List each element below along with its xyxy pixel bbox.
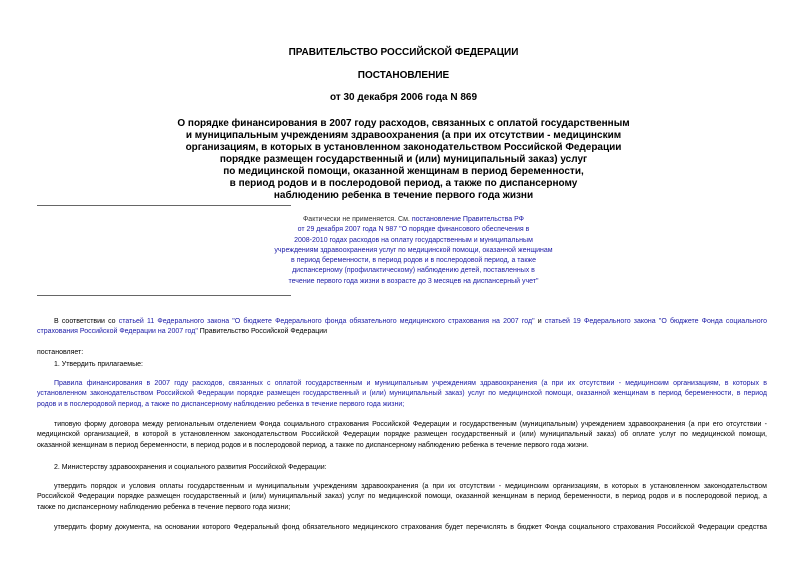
- paragraph-line: медицинской организацией, в которой в установленном законодательством Российской Федерации порядке размещен государственный и (или) муниципальный заказ) об оплате услуг по медицинской помощи,: [37, 431, 767, 439]
- document-title: [100, 118, 707, 202]
- note-link-line[interactable]: от 29 декабря 2007 года N 987 "О порядке финансового обеспечения в: [297, 226, 530, 234]
- paragraph-line: Российской Федерации порядке размещен государственный и (или) муниципальный заказ) услуг по медицинской помощи, оказанной женщинам в период беременности, в период родов и в послеродовой период, а: [37, 493, 767, 501]
- note-link-line[interactable]: учреждениям здравоохранения услуг по медицинской помощи, оказанной женщинам: [274, 246, 553, 254]
- resolves-label: постановляет:: [37, 349, 84, 356]
- divider-top: [37, 205, 291, 206]
- note-link-line[interactable]: течение первого года жизни в возрасте до 3 месяцев на диспансерный учет": [288, 277, 539, 285]
- law-ffoms-link[interactable]: статьей 11 Федерального закона "О бюджете Федерального фонда обязательного медицинского страхования на 2007 год": [118, 318, 535, 325]
- note-decree-link[interactable]: постановление Правительства РФ: [411, 216, 524, 223]
- title-line: порядке размещен государственный и (или) муниципальный заказ) услуг: [219, 154, 588, 165]
- law-fss-link-cont[interactable]: страхования Российской Федерации на 2007 год": [37, 328, 198, 336]
- paragraph-line: оказанной женщинам в период беременности, в период родов и в послеродовой период, а также по диспансерному наблюдению ребенка в течение первого года жизни.: [37, 441, 589, 449]
- item-1-heading: 1. Утвердить прилагаемые:: [54, 361, 143, 368]
- paragraph-line: утвердить форму документа, на основании которого Федеральный фонд обязательного медицинского страхования будет перечислять в бюджет Фонда социального страхования Российской Федерации средства: [54, 524, 767, 531]
- note-link-line[interactable]: диспансерному (профилактическому) наблюдению детей, поставленных в: [292, 267, 535, 275]
- title-line: О порядке финансирования в 2007 году расходов, связанных с оплатой государственным: [177, 118, 630, 129]
- intro-text: и: [534, 318, 545, 325]
- approve-form-paragraph: [37, 523, 767, 533]
- title-line: и муниципальным учреждениям здравоохранения (а при их отсутствии - медицинским: [185, 130, 622, 141]
- note-link-line[interactable]: 2008-2010 годах расходов на оплату государственным и муниципальным: [294, 236, 533, 244]
- intro-paragraph: [37, 317, 767, 338]
- note-link-line[interactable]: в период беременности, в период родов и в послеродовой период, а также: [291, 257, 536, 265]
- title-line: наблюдению ребенка в течение первого года жизни: [273, 190, 534, 201]
- divider-bottom: [37, 295, 291, 296]
- intro-text: Правительство Российской Федерации: [197, 328, 328, 336]
- title-line: организациям, в которых в установленном законодательством Российской Федерации: [185, 142, 622, 153]
- typical-form-paragraph: [37, 420, 767, 451]
- title-line: в период родов и в послеродовой период, а также по диспансерному: [229, 178, 578, 189]
- note-prefix: Фактически не применяется. См.: [302, 216, 412, 223]
- paragraph-line: типовую форму договора между региональным отделением Фонда социального страхования Российской Федерации и государственным (муниципальным) учреждением здравоохранения (а при его отсутствии -: [54, 421, 767, 428]
- intro-text: В соответствии со: [54, 318, 119, 325]
- paragraph-line: также по диспансерному наблюдению ребенка в течение первого года жизни;: [37, 503, 291, 511]
- document-date: от 30 декабря 2006 года N 869: [329, 92, 478, 103]
- paragraph-line: утвердить порядок и условия оплаты государственным и муниципальным учреждениям здравоохранения (а при их отсутствии - медицинским организациям, в которых в установленном законодательством: [54, 483, 767, 490]
- editorial-note: [236, 215, 591, 287]
- approve-order-paragraph: [37, 482, 767, 513]
- government-title: ПРАВИТЕЛЬСТВО РОССИЙСКОЙ ФЕДЕРАЦИИ: [288, 47, 519, 58]
- rules-link-line[interactable]: установленном законодательством Российской Федерации порядке размещен государственный и (или) муниципальный заказ) услуг по медицинской помощи, оказанной женщинам в период беременности, в период: [37, 390, 767, 398]
- title-line: по медицинской помощи, оказанной женщинам в период беременности,: [223, 166, 584, 177]
- document-type: ПОСТАНОВЛЕНИЕ: [357, 70, 450, 81]
- item-2-heading: 2. Министерству здравоохранения и социального развития Российской Федерации:: [54, 464, 327, 471]
- law-fss-link[interactable]: статьей 19 Федерального закона "О бюджете Фонда социального: [544, 318, 767, 325]
- rules-link-line[interactable]: родов и в послеродовой период, а также по диспансерному наблюдению ребенка в течение первого года жизни;: [37, 400, 405, 408]
- rules-link-paragraph: [37, 379, 767, 410]
- rules-link-line[interactable]: Правила финансирования в 2007 году расходов, связанных с оплатой государственным и муниципальным учреждениям здравоохранения (а при их отсутствии - медицинским организациям, в которых в: [54, 380, 767, 387]
